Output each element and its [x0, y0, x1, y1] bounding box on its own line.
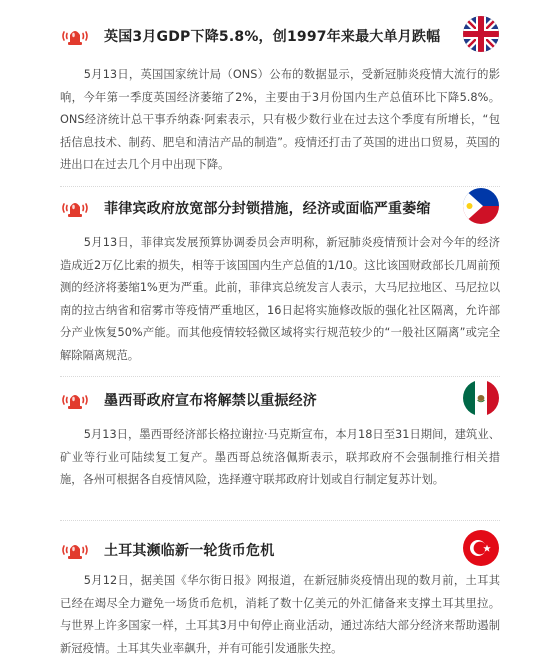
divider [60, 376, 500, 378]
news-header [0, 380, 554, 420]
news-title: 土耳其濒临新一轮货币危机 [104, 543, 275, 559]
philippines-flag-icon [463, 188, 499, 224]
news-title: 菲律宾政府放宽部分封锁措施，经济或面临严重萎缩 [104, 201, 431, 217]
news-header [0, 16, 554, 56]
mexico-flag-icon [463, 380, 499, 416]
news-body: 5月12日，据美国《华尔街日报》网报道，在新冠肺炎疫情出现的数月前，土耳其已经在竭尽全力避免一场货币危机，消耗了数十亿美元的外汇储备来支撑土耳其里拉。与世界上许多国家一样，土耳其3月中旬停止商业活动，通过冻结大部分经济来帮助遏制新冠疫情。土耳其失业率飙升，并有可能引发通胀失控。 [60, 574, 500, 655]
news-body: 5月13日，英国国家统计局（ONS）公布的数据显示，受新冠肺炎疫情大流行的影响，今年第一季度英国经济萎缩了2%，主要由于3月份国内生产总值环比下降5.8%。ONS经济统计总干事乔纳森·阿索表示，只有极少数行业在过去这个季度有所增长，“包括信息技术、制药、肥皂和清洁产品的制造”。疫情还打击了英国的进出口贸易，英国的进出口在过去几个月中出现下降。 [60, 68, 500, 172]
alarm-siren-icon [60, 196, 90, 220]
news-header [0, 530, 554, 570]
turkey-flag-icon [463, 530, 499, 566]
news-body: 5月13日，菲律宾发展预算协调委员会声明称，新冠肺炎疫情预计会对今年的经济造成近2万亿比索的损失，相等于该国国内生产总值的1/10。这比该国财政部长几周前预测的经济将萎缩1%更为严重。此前，菲律宾总统发言人表示，大马尼拉地区、马尼拉以南的拉古纳省和宿雾市等疫情严重地区，16日起将实施修改版的强化社区隔离，允许部分产业恢复50%产能。而其他疫情较轻微区域将实行规范较少的“一般社区隔离”或完全解除隔离规范。 [60, 236, 500, 362]
alarm-siren-icon [60, 24, 90, 48]
news-title: 墨西哥政府宣布将解禁以重振经济 [104, 393, 317, 409]
uk-flag-icon [463, 16, 499, 52]
news-title: 英国3月GDP下降5.8%，创1997年来最大单月跌幅 [104, 29, 441, 45]
divider [60, 520, 500, 522]
alarm-siren-icon [60, 388, 90, 412]
news-header [0, 188, 554, 228]
alarm-siren-icon [60, 538, 90, 562]
news-body: 5月13日，墨西哥经济部长格拉谢拉·马克斯宣布，本月18日至31日期间，建筑业、矿业等行业可陆续复工复产。墨西哥总统洛佩斯表示，联邦政府不会强制推行相关措施，各州可根据各自疫情风险，选择遵守联邦政府计划或自行制定复苏计划。 [60, 428, 500, 487]
